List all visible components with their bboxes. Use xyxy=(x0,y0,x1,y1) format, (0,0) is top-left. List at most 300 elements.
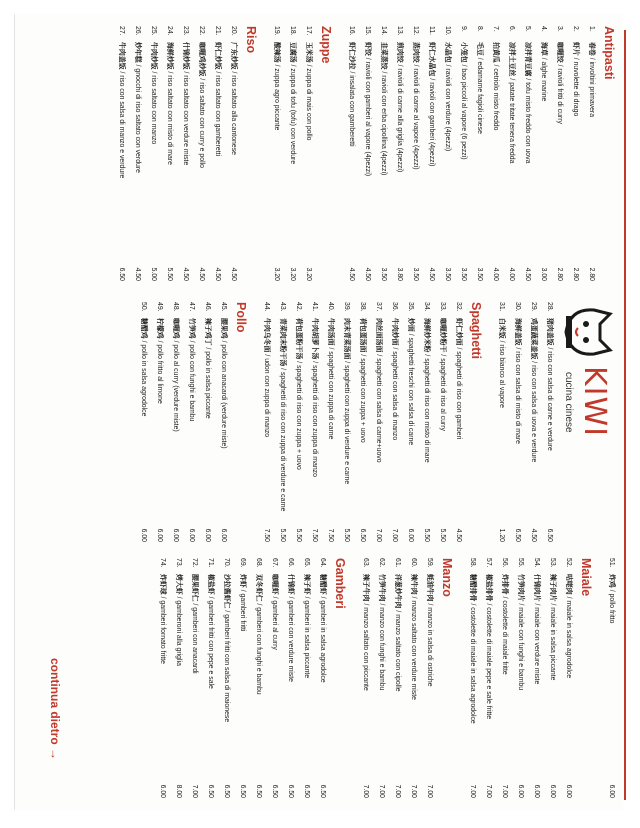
menu-column xyxy=(132,302,554,542)
item-name xyxy=(213,42,222,257)
item-name-chinese: 牛肉汤面 xyxy=(327,318,334,346)
menu-item xyxy=(117,26,126,281)
item-number: 20. xyxy=(230,26,237,36)
logo xyxy=(554,302,618,472)
item-number: 65. xyxy=(303,558,310,568)
item-price: 4.50 xyxy=(524,267,531,281)
item-name xyxy=(203,318,212,518)
item-name-chinese: 荷包蛋汤面 xyxy=(359,318,366,353)
item-name xyxy=(513,318,522,518)
item-name-italian: / spaghetti con zuppa di verdure e carne xyxy=(343,359,350,485)
item-name xyxy=(607,574,616,774)
item-number: 2. xyxy=(572,26,579,32)
item-price: 5.50 xyxy=(423,528,430,542)
menu-item xyxy=(342,302,351,542)
item-price: 6.00 xyxy=(156,528,163,542)
item-number: 6. xyxy=(508,26,515,32)
item-name-italian: / pollo fritto xyxy=(608,587,615,624)
item-name-italian: / spaghetti di riso al curry xyxy=(439,352,446,431)
item-name-italian: / zuppa di mais con pollo xyxy=(305,62,312,141)
item-name xyxy=(363,42,372,257)
item-name-italian: / manzo in salsa di ostriche xyxy=(426,601,433,687)
item-name-chinese: 凉拌青豆腐 xyxy=(524,42,531,77)
brand-tagline: cucina cinese xyxy=(563,372,574,433)
item-name xyxy=(238,574,247,774)
item-number: 60. xyxy=(410,558,417,568)
menu-column xyxy=(110,26,616,281)
item-name xyxy=(500,574,509,774)
item-name-chinese: 肉丝面汤面 xyxy=(375,318,382,353)
item-name xyxy=(197,42,206,257)
item-name-chinese: 广东炒饭 xyxy=(230,42,237,70)
item-number: 23. xyxy=(182,26,189,36)
item-number: 21. xyxy=(214,26,221,36)
item-price: 7.00 xyxy=(375,528,382,542)
item-name-chinese: 炸鸡 xyxy=(608,574,615,588)
item-name-italian: / manzo saltato con cipolle xyxy=(394,608,401,692)
item-name-chinese: 海鲜炒米粉 xyxy=(423,318,430,353)
item-number: 32. xyxy=(455,302,462,312)
menu-item xyxy=(555,26,564,281)
menu-item xyxy=(545,302,554,542)
item-name xyxy=(181,42,190,257)
item-name xyxy=(139,318,148,518)
item-price: 7.00 xyxy=(378,784,385,798)
item-price: 4.50 xyxy=(455,528,462,542)
item-name-chinese: 蚝油牛肉 xyxy=(426,574,433,602)
item-name-chinese: 什锦肉片 xyxy=(533,574,540,602)
menu-item xyxy=(454,302,463,542)
item-name xyxy=(254,574,263,774)
item-number: 57. xyxy=(485,558,492,568)
menu-item xyxy=(406,302,415,542)
item-number: 8. xyxy=(476,26,483,32)
item-name-italian: / involtini primavera xyxy=(588,55,595,118)
item-price: 3.20 xyxy=(273,267,280,281)
item-name xyxy=(459,42,468,257)
item-name xyxy=(443,42,452,257)
menu-item xyxy=(294,302,303,542)
item-price: 8.00 xyxy=(175,784,182,798)
item-name-chinese: 辣牛肉 xyxy=(410,574,417,595)
item-name-italian: / spaghetti con salsa di manzo xyxy=(391,345,398,441)
item-name xyxy=(133,42,142,257)
item-name-chinese: 肉末青菜汤面 xyxy=(343,318,350,360)
item-price: 6.00 xyxy=(517,784,524,798)
menu-item xyxy=(507,26,516,281)
item-name-italian: / spaghetti di riso con zuppa di verdure e carne xyxy=(279,366,286,512)
item-name xyxy=(571,42,580,257)
item-name-chinese: 小笼包 xyxy=(460,42,467,63)
item-name xyxy=(174,574,183,774)
item-number: 15. xyxy=(364,26,371,36)
item-name-italian: / gamberi fritti xyxy=(239,587,246,632)
menu-item xyxy=(532,558,541,798)
item-name-chinese: 虾仁炒饭 xyxy=(214,42,221,70)
item-name-chinese: 牛肉乌冬面 xyxy=(263,318,270,353)
item-price: 7.00 xyxy=(410,784,417,798)
menu-item xyxy=(468,558,477,798)
item-number: 44. xyxy=(263,302,270,312)
item-name-chinese: 腰果虾仁 xyxy=(191,574,198,602)
menu-item xyxy=(484,558,493,798)
item-name xyxy=(406,318,415,518)
item-name-chinese: 炸排骨 xyxy=(501,574,508,595)
item-name-chinese: 椒盐排骨 xyxy=(485,574,492,602)
item-name-chinese: 咖喱鸡 xyxy=(172,318,179,339)
item-name-chinese: 煎肉饺 xyxy=(396,42,403,63)
item-name xyxy=(427,42,436,257)
item-name-chinese: 海鲜盖饭 xyxy=(514,318,521,346)
item-name xyxy=(411,42,420,257)
item-name xyxy=(564,574,573,774)
item-price: 6.00 xyxy=(608,784,615,798)
item-name xyxy=(288,42,297,257)
item-price: 6.00 xyxy=(159,784,166,798)
item-number: 45. xyxy=(220,302,227,312)
item-name-chinese: 拍黄瓜 xyxy=(492,42,499,63)
item-name-italian: / tofu misto freddo con uova xyxy=(524,76,531,164)
item-name-italian: / alghe marine xyxy=(540,55,547,102)
item-number: 66. xyxy=(287,558,294,568)
item-number: 48. xyxy=(172,302,179,312)
item-name-italian: / maiale con verdure miste xyxy=(533,601,540,685)
item-number: 43. xyxy=(279,302,286,312)
item-name-italian: / gamberi con verdure miste xyxy=(287,594,294,682)
item-name-italian: / gamberi fritti con pepe e sale xyxy=(207,594,214,689)
item-name-chinese: 糖醋虾 xyxy=(319,574,326,595)
item-price: 4.00 xyxy=(492,267,499,281)
item-name-chinese: 咖喱饺 xyxy=(556,42,563,63)
item-name xyxy=(484,574,493,774)
item-price: 3.50 xyxy=(380,267,387,281)
item-name xyxy=(425,574,434,774)
item-name-italian: / pollo con funghi e bambu xyxy=(188,338,195,422)
item-name-chinese: 荷包蛋粉干汤 xyxy=(295,318,302,360)
item-price: 6.00 xyxy=(407,528,414,542)
item-name xyxy=(206,574,215,774)
item-name-chinese: 烤大虾 xyxy=(175,574,182,595)
item-name xyxy=(529,318,538,518)
item-name xyxy=(523,42,532,257)
menu-item xyxy=(197,26,206,281)
item-name-chinese: 咕咾肉 xyxy=(565,574,572,595)
item-name-italian: / gamberi fornato fritte xyxy=(159,594,166,664)
menu-item xyxy=(133,26,142,281)
item-name xyxy=(358,318,367,518)
item-number: 38. xyxy=(359,302,366,312)
menu-item xyxy=(539,26,548,281)
section-title: Manzo xyxy=(440,558,454,597)
item-name xyxy=(165,42,174,257)
section-title: Gamberi xyxy=(333,558,347,609)
item-name-italian: / ravioli con gamberi (4pezzi) xyxy=(428,76,435,167)
menu-item xyxy=(229,26,238,281)
menu-item xyxy=(564,558,573,798)
item-price: 7.00 xyxy=(191,784,198,798)
item-price: 7.00 xyxy=(469,784,476,798)
item-name-italian: / edamame fagioli cinese xyxy=(476,55,483,134)
menu-item xyxy=(516,558,525,798)
item-name-italian: / spaghetti di riso con zuppa + uovo xyxy=(295,359,302,470)
item-price: 6.00 xyxy=(188,528,195,542)
item-price: 2.80 xyxy=(556,267,563,281)
item-number: 28. xyxy=(546,302,553,312)
menu-item xyxy=(411,26,420,281)
item-name xyxy=(361,574,370,774)
item-name xyxy=(409,574,418,774)
menu-item xyxy=(206,558,215,798)
item-name-chinese: 牛肉炒饭 xyxy=(150,42,157,70)
item-name-italian: / maiale in salsa agrodolce xyxy=(565,594,572,679)
menu-item xyxy=(272,26,281,281)
item-name-italian: / gamberi in salsa agrodolce xyxy=(319,594,326,683)
item-number: 63. xyxy=(362,558,369,568)
item-name-chinese: 什锦炒饭 xyxy=(182,42,189,70)
item-price: 7.00 xyxy=(362,784,369,798)
menu-item xyxy=(213,26,222,281)
menu-item xyxy=(181,26,190,281)
item-name-chinese: 牛肉胡萝卜汤 xyxy=(311,318,318,360)
item-price: 7.00 xyxy=(426,784,433,798)
item-number: 7. xyxy=(492,26,499,32)
item-name-chinese: 洋葱炒牛肉 xyxy=(394,574,401,609)
item-price: 7.00 xyxy=(394,784,401,798)
item-number: 71. xyxy=(207,558,214,568)
item-price: 6.00 xyxy=(220,528,227,542)
item-number: 25. xyxy=(150,26,157,36)
item-name-chinese: 糖醋鸡 xyxy=(140,318,147,339)
item-price: 1.20 xyxy=(498,528,505,542)
item-name-chinese: 凉拌土豆丝 xyxy=(508,42,515,77)
item-price: 6.50 xyxy=(239,784,246,798)
item-number: 59. xyxy=(426,558,433,568)
menu-content xyxy=(34,26,624,802)
item-name xyxy=(347,42,356,257)
item-name-italian: / manzo con funghi e bambu xyxy=(378,601,385,691)
item-price: 5.50 xyxy=(166,267,173,281)
item-price: 6.50 xyxy=(287,784,294,798)
item-name-chinese: 炒年糕 xyxy=(134,42,141,63)
item-name-italian: / manzo saltato con verdure miste xyxy=(410,594,417,700)
menu-item xyxy=(165,26,174,281)
menu-item xyxy=(358,302,367,542)
item-name-italian: / spaghetti di riso con gamberi xyxy=(455,345,462,440)
item-name-chinese: 豆腐汤 xyxy=(289,42,296,63)
item-number: 34. xyxy=(423,302,430,312)
item-price: 3.00 xyxy=(540,267,547,281)
section-title: Riso xyxy=(244,26,258,54)
item-name xyxy=(270,574,279,774)
item-name xyxy=(326,318,335,518)
item-name-italian: / manzo saltato con piccante xyxy=(362,601,369,691)
item-name xyxy=(475,42,484,257)
menu-item xyxy=(571,26,580,281)
item-price: 7.00 xyxy=(485,784,492,798)
item-name-italian: / maiale con funghi e bambu xyxy=(517,601,524,691)
item-name xyxy=(302,574,311,774)
menu-item xyxy=(158,558,167,798)
item-price: 4.50 xyxy=(530,528,537,542)
item-name-italian: / ravioli di carne al vapore (4pezzi) xyxy=(412,62,419,170)
item-name-italian: / ravioli con erba cipollina (4pezzi) xyxy=(380,69,387,176)
item-price: 5.00 xyxy=(150,267,157,281)
item-name-chinese: 竹笋肉片 xyxy=(517,574,524,602)
item-price: 5.50 xyxy=(279,528,286,542)
section-title: Maiale xyxy=(579,558,593,597)
item-price: 4.50 xyxy=(428,267,435,281)
menu-item xyxy=(607,558,616,798)
item-name xyxy=(438,318,447,518)
item-name-chinese: 炸虾 xyxy=(239,574,246,588)
item-number: 72. xyxy=(191,558,198,568)
item-price: 6.00 xyxy=(204,528,211,542)
item-price: 4.50 xyxy=(134,267,141,281)
item-price: 6.00 xyxy=(533,784,540,798)
menu-item xyxy=(139,302,148,542)
menu-item xyxy=(395,26,404,281)
menu-item xyxy=(393,558,402,798)
item-number: 37. xyxy=(375,302,382,312)
item-price: 6.50 xyxy=(223,784,230,798)
item-price: 4.50 xyxy=(348,267,355,281)
item-name-italian: / gnocchi di riso saltato con verdure xyxy=(134,62,141,173)
item-number: 52. xyxy=(565,558,572,568)
item-name xyxy=(117,42,126,257)
item-name-chinese: 咖喱虾 xyxy=(271,574,278,595)
item-name-chinese: 白米饭 xyxy=(498,318,505,339)
menu-item xyxy=(304,26,313,281)
item-name-italian: / spaghetti freschi con salsa di carne xyxy=(407,331,414,446)
item-name-chinese: 牛肉炒面 xyxy=(391,318,398,346)
item-name-italian: / riso saltato con curry e pollo xyxy=(198,76,205,168)
item-price: 4.00 xyxy=(508,267,515,281)
item-name xyxy=(393,574,402,774)
item-price: 4.50 xyxy=(182,267,189,281)
item-name-chinese: 水晶包 xyxy=(444,42,451,63)
item-number: 49. xyxy=(156,302,163,312)
item-name-chinese: 虾仁水晶包 xyxy=(428,42,435,77)
item-name xyxy=(229,42,238,257)
item-name xyxy=(318,574,327,774)
item-price: 6.50 xyxy=(303,784,310,798)
item-name xyxy=(158,574,167,774)
menu-item xyxy=(438,302,447,542)
item-name-chinese: 青菜肉末粉干汤 xyxy=(279,318,286,367)
item-name-italian: / riso bianco al vapore xyxy=(498,338,505,408)
item-name-italian: / gamberoni alla griglia xyxy=(175,594,182,666)
item-name xyxy=(491,42,500,257)
item-name xyxy=(468,574,477,774)
menu-item xyxy=(278,302,287,542)
item-name-chinese: 虾饺 xyxy=(364,42,371,56)
menu-item xyxy=(238,558,247,798)
item-number: 68. xyxy=(255,558,262,568)
menu-item xyxy=(288,26,297,281)
item-name-chinese: 辣子虾 xyxy=(303,574,310,595)
item-number: 61. xyxy=(394,558,401,568)
item-price: 3.20 xyxy=(289,267,296,281)
menu-item xyxy=(155,302,164,542)
menu-item xyxy=(219,302,228,542)
item-number: 54. xyxy=(533,558,540,568)
item-name-italian: / pollo in salsa piccante xyxy=(204,345,211,419)
item-price: 2.80 xyxy=(572,267,579,281)
item-name xyxy=(342,318,351,518)
item-name-chinese: 蒸肉饺 xyxy=(412,42,419,63)
item-number: 12. xyxy=(412,26,419,36)
item-number: 73. xyxy=(175,558,182,568)
menu-item xyxy=(363,26,372,281)
item-name-italian: / pollo al curry (verdure miste) xyxy=(172,338,179,432)
item-number: 74. xyxy=(159,558,166,568)
item-number: 41. xyxy=(311,302,318,312)
item-price: 7.00 xyxy=(391,528,398,542)
item-number: 17. xyxy=(305,26,312,36)
item-number: 55. xyxy=(517,558,524,568)
item-price: 7.50 xyxy=(327,528,334,542)
item-price: 6.00 xyxy=(140,528,147,542)
item-number: 22. xyxy=(198,26,205,36)
item-name-italian: / gamberi con anacardi xyxy=(191,601,198,674)
item-name-chinese: 柠檬鸡 xyxy=(156,318,163,339)
item-name-italian: / riso saltato con gamberetti xyxy=(214,69,221,157)
menu-item xyxy=(203,302,212,542)
menu-item xyxy=(254,558,263,798)
item-name-italian: / gamberi con funghi e bambu xyxy=(255,601,262,695)
item-name xyxy=(422,318,431,518)
item-number: 70. xyxy=(223,558,230,568)
menu-item xyxy=(374,302,383,542)
menu-item xyxy=(318,558,327,798)
item-name-italian: / riso saltato alla cantonese xyxy=(230,69,237,155)
item-name-italian: / spaghetti con zuppa + uovo xyxy=(359,352,366,443)
menu-item xyxy=(377,558,386,798)
item-name xyxy=(454,318,463,518)
item-name xyxy=(545,318,554,518)
item-price: 7.50 xyxy=(263,528,270,542)
item-name-italian: / costolette di maiale pepe e sale fritte xyxy=(485,601,492,720)
menu-item xyxy=(302,558,311,798)
item-name-chinese: 猪肉盖饭 xyxy=(546,318,553,346)
item-name xyxy=(272,42,281,257)
item-name-chinese: 竹笋牛肉 xyxy=(378,574,385,602)
item-name xyxy=(516,574,525,774)
menu-item xyxy=(171,302,180,542)
item-name xyxy=(304,42,313,257)
item-name xyxy=(507,42,516,257)
item-price: 3.50 xyxy=(444,267,451,281)
item-name-chinese: 沙拉酱虾仁 xyxy=(223,574,230,609)
item-name-chinese: 辣子牛肉 xyxy=(362,574,369,602)
item-number: 53. xyxy=(549,558,556,568)
item-name-italian: / ravioli di carne alla griglia (4pezzi) xyxy=(396,62,403,173)
menu-item xyxy=(270,558,279,798)
item-number: 36. xyxy=(391,302,398,312)
item-name-italian: / costolette di maiale in salsa agrodolce xyxy=(469,601,476,724)
menu-item xyxy=(379,26,388,281)
item-price: 5.50 xyxy=(295,528,302,542)
item-number: 18. xyxy=(289,26,296,36)
item-name-italian: / riso con salsa di misto di mare xyxy=(514,345,521,444)
item-price: 6.50 xyxy=(207,784,214,798)
item-name xyxy=(379,42,388,257)
item-number: 51. xyxy=(608,558,615,568)
item-name xyxy=(294,318,303,518)
brand-name: KIWI xyxy=(577,366,612,438)
menu-item xyxy=(310,302,319,542)
item-name-italian: / bao piccoli al vapore (6 pezzi) xyxy=(460,62,467,160)
